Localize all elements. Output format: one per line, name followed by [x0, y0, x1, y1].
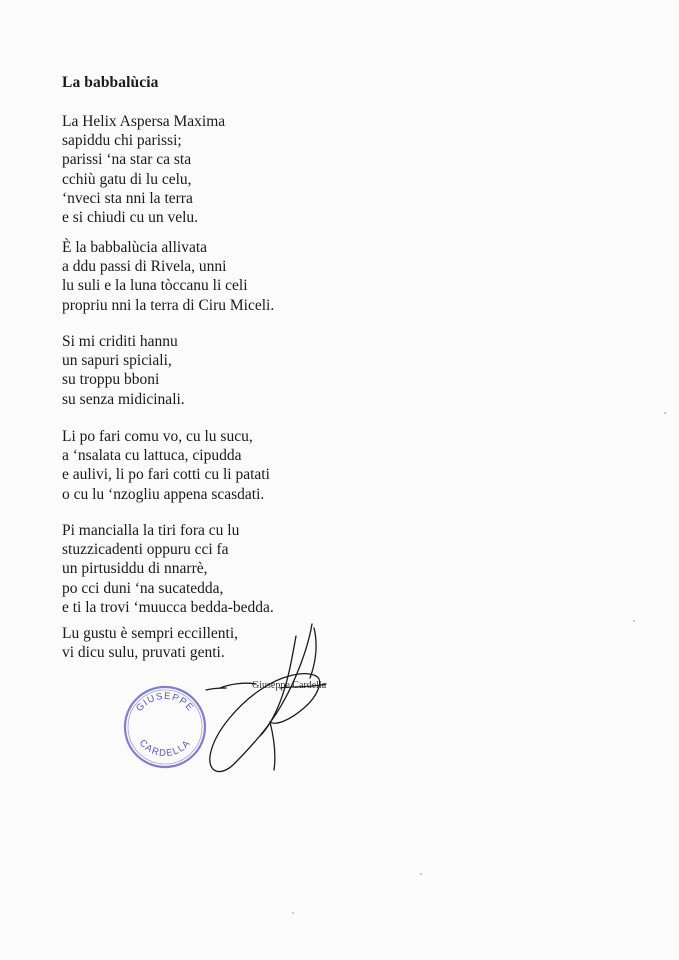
scan-speck: [292, 912, 294, 914]
poem-line: Pi mancialla la tiri fora cu lu: [62, 522, 240, 539]
poem-line: e si chiudi cu un velu.: [62, 209, 199, 227]
poem-line: Si mi criditi hannu: [62, 333, 178, 350]
stanza-1: [62, 112, 225, 227]
poem-line: ‘nveci sta nni la terra: [62, 189, 193, 207]
scan-speck: [420, 873, 422, 875]
poem-line: e ti la trovi ‘muucca bedda-bedda.: [62, 598, 274, 616]
scan-speck: [633, 620, 635, 622]
poem-line: po cci duni ‘na sucatedda,: [62, 579, 224, 597]
poem-line: Lu gustu è sempri eccillenti,: [62, 625, 239, 642]
handwritten-signature: [200, 618, 340, 778]
poem-line: vi dicu sulu, pruvati genti.: [62, 644, 225, 662]
poem-line: a ‘nsalata cu lattuca, cipudda: [62, 447, 242, 465]
poem-line: su senza midicinali.: [62, 390, 185, 408]
poem-line: propriu nni la terra di Ciru Miceli.: [62, 296, 275, 314]
poem-line: un sapuri spiciali,: [62, 352, 172, 370]
poem-line: sapiddu chi parissi;: [62, 132, 182, 150]
name-stamp: [122, 684, 208, 770]
poem-line: cchiù gatu di lu celu,: [62, 170, 192, 188]
stanza-4: [62, 427, 270, 504]
poem-line: un pirtusiddu di nnarrè,: [62, 560, 208, 578]
poem-line: o cu lu ‘nzogliu appena scasdati.: [62, 485, 265, 503]
typed-signature-name: Giuseppe Cardella: [252, 680, 327, 691]
stanza-5: [62, 521, 274, 617]
scan-speck: [664, 412, 666, 414]
stanza-2: [62, 238, 274, 315]
stanza-3: [62, 332, 185, 409]
poem-title: La babbalùcia: [62, 74, 159, 91]
stamp-text-top: GIUSEPPE: [134, 690, 196, 714]
poem-line: e aulivi, li po fari cotti cu li patati: [62, 466, 270, 484]
poem-line: a ddu passi di Rivela, unni: [62, 258, 227, 276]
poem-line: È la babbalùcia allivata: [62, 239, 208, 256]
poem-line: parissi ‘na star ca sta: [62, 151, 192, 169]
poem-line: su troppu bboni: [62, 371, 160, 389]
poem-line: Li po fari comu vo, cu lu sucu,: [62, 428, 253, 445]
poem-line: La Helix Aspersa Maxima: [62, 113, 226, 130]
poem-line: lu suli e la luna tòccanu li celi: [62, 277, 248, 295]
stamp-text-bottom: CARDELLA: [136, 737, 194, 760]
poem-line: stuzzicadenti oppuru cci fa: [62, 541, 229, 559]
